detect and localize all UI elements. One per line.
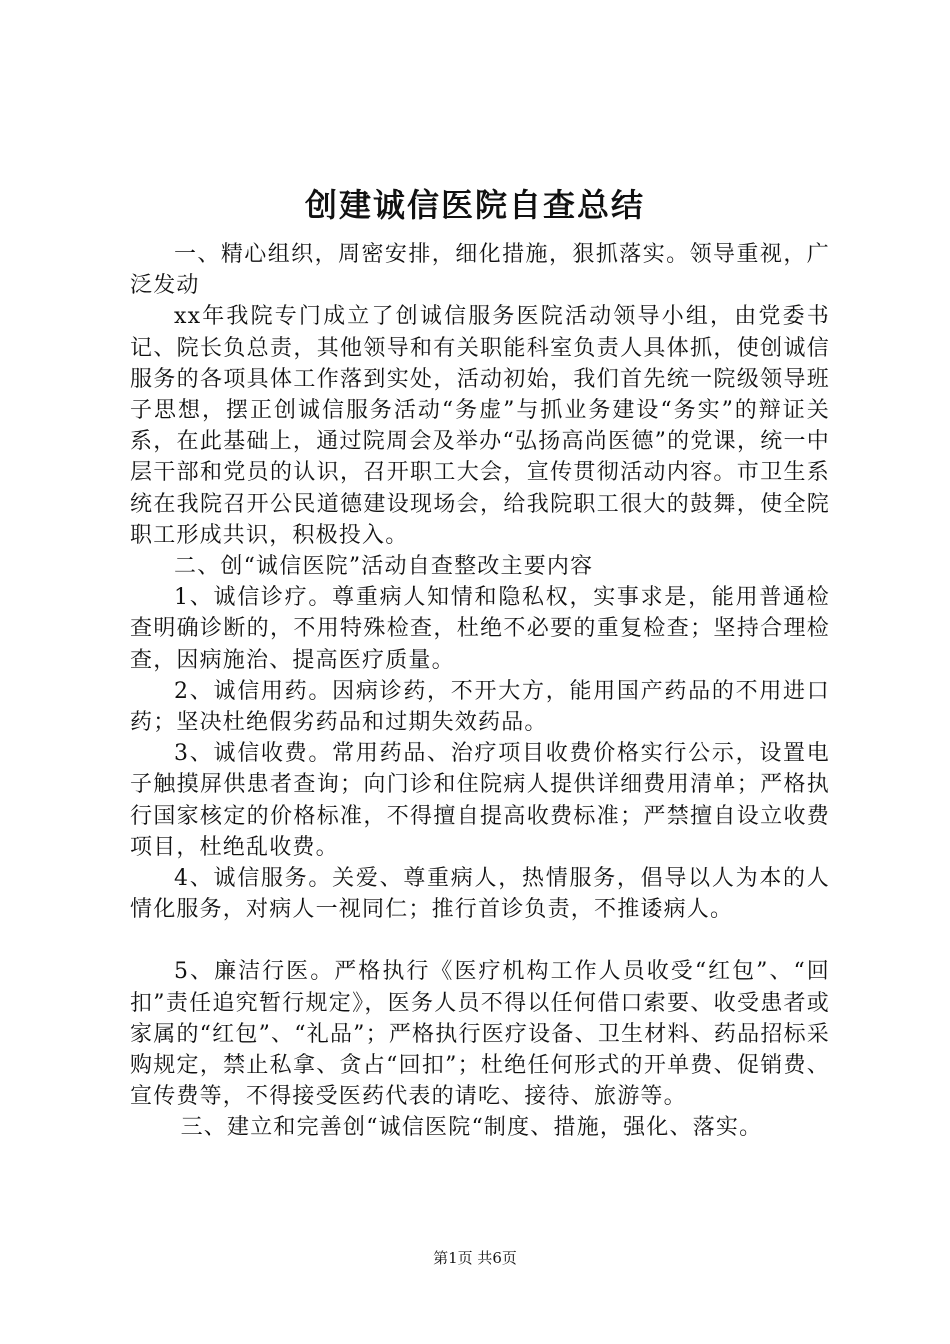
page-number-footer: 第1页 共6页 <box>433 1249 517 1267</box>
document-body <box>130 239 830 1144</box>
paragraph-gap <box>130 925 830 956</box>
list-item-service: 4、诚信服务。关爱、尊重病人，热情服务，倡导以人为本的人情化服务，对病人一视同仁；推行首诊负责，不推诿病人。 <box>130 866 830 923</box>
list-item-charges: 3、诚信收费。常用药品、治疗项目收费价格实行公示，设置电子触摸屏供患者查询；向门诊和住院病人提供详细费用清单；严格执行国家核定的价格标准，不得擅自提高收费标准；严禁擅自设立收费项目，杜绝乱收费。 <box>130 741 830 860</box>
section-heading-2: 二、创“诚信医院”活动自查整改主要内容 <box>174 554 594 580</box>
section-heading-3: 三、建立和完善创“诚信医院“制度、措施，强化、落实。 <box>180 1115 763 1141</box>
document-title: 创建诚信医院自查总结 <box>304 186 645 224</box>
body-paragraph: xx年我院专门成立了创诚信服务医院活动领导小组，由党委书记、院长负总责，其他领导和有关职能科室负责人具体抓，使创诚信服务的各项具体工作落到实处，活动初始，我们首先统一院级领导班子思想，摆正创诚信服务活动“务虚”与抓业务建设“务实”的辩证关系，在此基础上，通过院周会及举办“弘扬高尚医德”的党课，统一中层干部和党员的认识，召开职工大会，宣传贯彻活动内容。市卫生系统在我院召开公民道德建设现场会，给我院职工很大的鼓舞，使全院职工形成共识，积极投入。 <box>130 304 830 548</box>
list-item-diagnosis: 1、诚信诊疗。尊重病人知情和隐私权，实事求是，能用普通检查明确诊断的，不用特殊检查，杜绝不必要的重复检查；坚持合理检查，因病施治、提高医疗质量。 <box>130 585 830 673</box>
list-item-medication: 2、诚信用药。因病诊药，不开大方，能用国产药品的不用进口药；坚决杜绝假劣药品和过期失效药品。 <box>130 678 830 736</box>
list-item-integrity: 5、廉洁行医。严格执行《医疗机构工作人员收受“红包”、“回扣”责任追究暂行规定》，医务人员不得以任何借口索要、收受患者或家属的“红包”、“礼品”；严格执行医疗设备、卫生材料、药品招标采购规定，禁止私拿、贪占“回扣”；杜绝任何形式的开单费、促销费、宣传费等，不得接受医药代表的请吃、接待、旅游等。 <box>130 959 830 1110</box>
section-heading-1: 一、精心组织，周密安排，细化措施，狠抓落实。领导重视，广泛发动 <box>130 242 830 299</box>
